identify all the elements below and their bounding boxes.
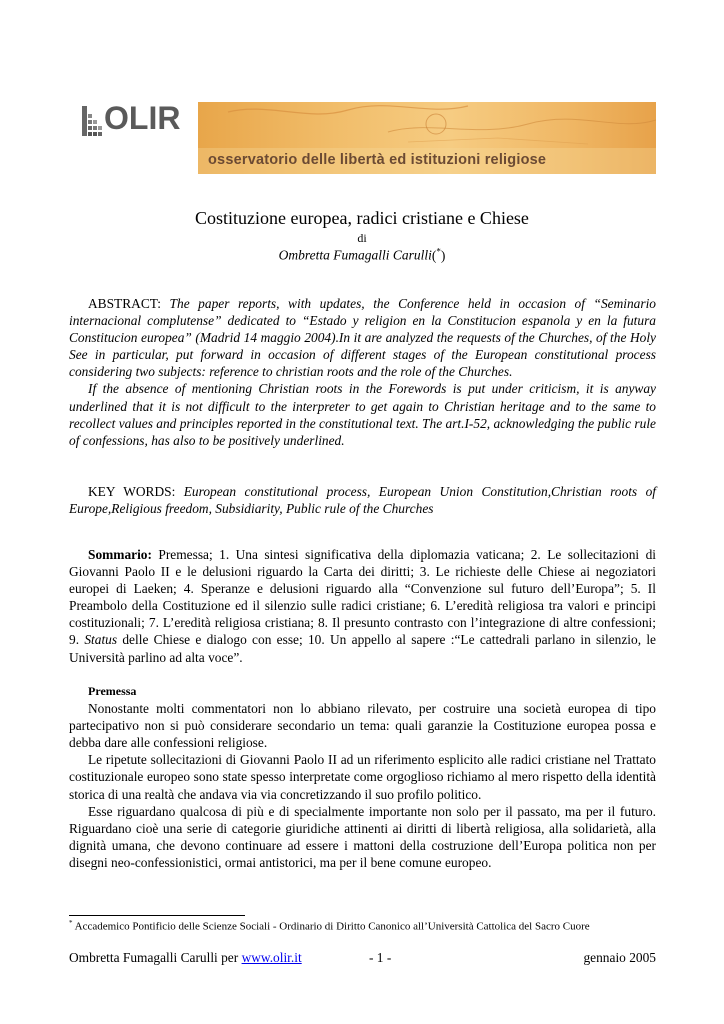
- author-footnote-mark: *: [436, 246, 441, 256]
- keywords-label: KEY WORDS:: [88, 484, 184, 499]
- abstract-label: ABSTRACT:: [88, 296, 170, 311]
- sommario-label: Sommario:: [88, 547, 152, 562]
- premessa-paragraph-1: Nonostante molti commentatori non lo abbiano rilevato, per costruire una società europea di tipo partecipativo non si può considerare secondario un tema: quali garanzie la Costituzione europea possa e debba dare alle confessioni religiose.: [69, 701, 656, 751]
- abstract-section: [69, 295, 656, 449]
- sommario-text-a: Premessa; 1. Una sintesi significativa della diplomazia vaticana; 2. Le sollecitazioni di Giovanni Paolo II e le delusioni riguardo la Carta dei diritti; 3. Le richieste delle Chiese ai negoziatori europei di Laeken; 4. Speranze e delusioni riguardo alla “Convenzione sul futuro dell’Europa”; 5. Il Preambolo della Costituzione ed il silenzio sulle radici cristiane; 6. L’eredità religiosa tra valori e principi costituzionali; 7. L’eredità religiosa cristiana; 8. Il presunto contrasto con l’integrazione di altre confessioni; 9.: [69, 547, 656, 648]
- sommario-text-b: delle Chiese e dialogo con esse; 10. Un appello al sapere :“Le cattedrali parlano in silenzio, le Università parlino ad alta voce”.: [69, 632, 656, 665]
- author-line: Ombretta Fumagalli Carulli(*): [278, 246, 446, 263]
- abstract-paragraph-2: If the absence of mentioning Christian roots in the Forewords is put under criticism, it is anyway underlined that it is not difficult to the interpreter to get again to Christian heritage and to the same to recollect values and principles reported in the constitutional text. The art.I-52, acknowledging the public rule of confessions, has also to be positively underlined.: [69, 381, 656, 448]
- olir-logo-text: OLIR: [104, 100, 181, 136]
- abstract-text-1: The paper reports, with updates, the Conference held in occasion of “Seminario internacional complutense” dedicated to “Estado y religion en la Constitucion espanola y en la futura Constitucion europea” (Madrid 14 maggio 2004).In it are analyzed the requests of the Churches, of the Holy See in particular, put forward in occasion of different stages of the European constitutional process considering two subjects: reference to christian roots and the role of the Churches.: [69, 296, 657, 380]
- olir-logo-mark: [82, 104, 104, 138]
- banner-title: osservatorio delle libertà ed istituzioni religiose: [208, 152, 547, 168]
- author-name: Ombretta Fumagalli Carulli: [278, 247, 432, 263]
- footer-date: gennaio 2005: [583, 950, 656, 965]
- premessa-section: [69, 683, 656, 871]
- premessa-heading: Premessa: [88, 684, 137, 698]
- premessa-paragraph-3: Esse riguardano qualcosa di più e di specialmente importante non solo per il passato, ma per il futuro. Riguardano cioè una serie di categorie giuridiche attinenti ai diritti di libertà religiosa, alla solidarietà, alla dignità umana, che devono continuare ad essere i mattoni della costruzione dell’Europa politica non per disegni neo-confessionistici, ormai antistorici, ma per il bene comune europeo.: [69, 803, 656, 870]
- sommario-paragraph: [69, 546, 656, 666]
- by-line: di: [357, 231, 367, 245]
- sommario-section: [69, 546, 656, 666]
- footnote-rule: [69, 915, 245, 916]
- keywords-section: [69, 483, 656, 517]
- keywords-text: European constitutional process, European Union Constitution,Christian roots of Europe,Religious freedom, Subsidiarity, Public rule of the Churches: [69, 484, 656, 517]
- header-banner: [198, 102, 656, 174]
- keywords-paragraph: [69, 483, 656, 517]
- footnote-mark: *: [69, 919, 73, 927]
- footnote-text: Accademico Pontificio delle Scienze Sociali - Ordinario di Diritto Canonico all’Università Cattolica del Sacro Cuore: [72, 920, 590, 933]
- document-title: Costituzione europea, radici cristiane e Chiese: [195, 208, 529, 228]
- footer-olir-link[interactable]: www.olir.it: [241, 950, 302, 965]
- sommario-status-word: Status: [84, 632, 118, 648]
- abstract-paragraph-1: [69, 295, 656, 380]
- footer-author: Ombretta Fumagalli Carulli per: [69, 950, 242, 965]
- premessa-paragraph-2: Le ripetute sollecitazioni di Giovanni Paolo II ad un riferimento esplicito alle radici cristiane nel Trattato costituzionale europeo sono state spesso interpretate come orgoglioso richiamo al mero rispetto della identità storica di una realtà che andava via via concretizzando il suo profilo politico.: [69, 752, 656, 802]
- footnote: [69, 919, 590, 933]
- footer-left: [69, 950, 302, 966]
- page-number: - 1 -: [369, 950, 392, 965]
